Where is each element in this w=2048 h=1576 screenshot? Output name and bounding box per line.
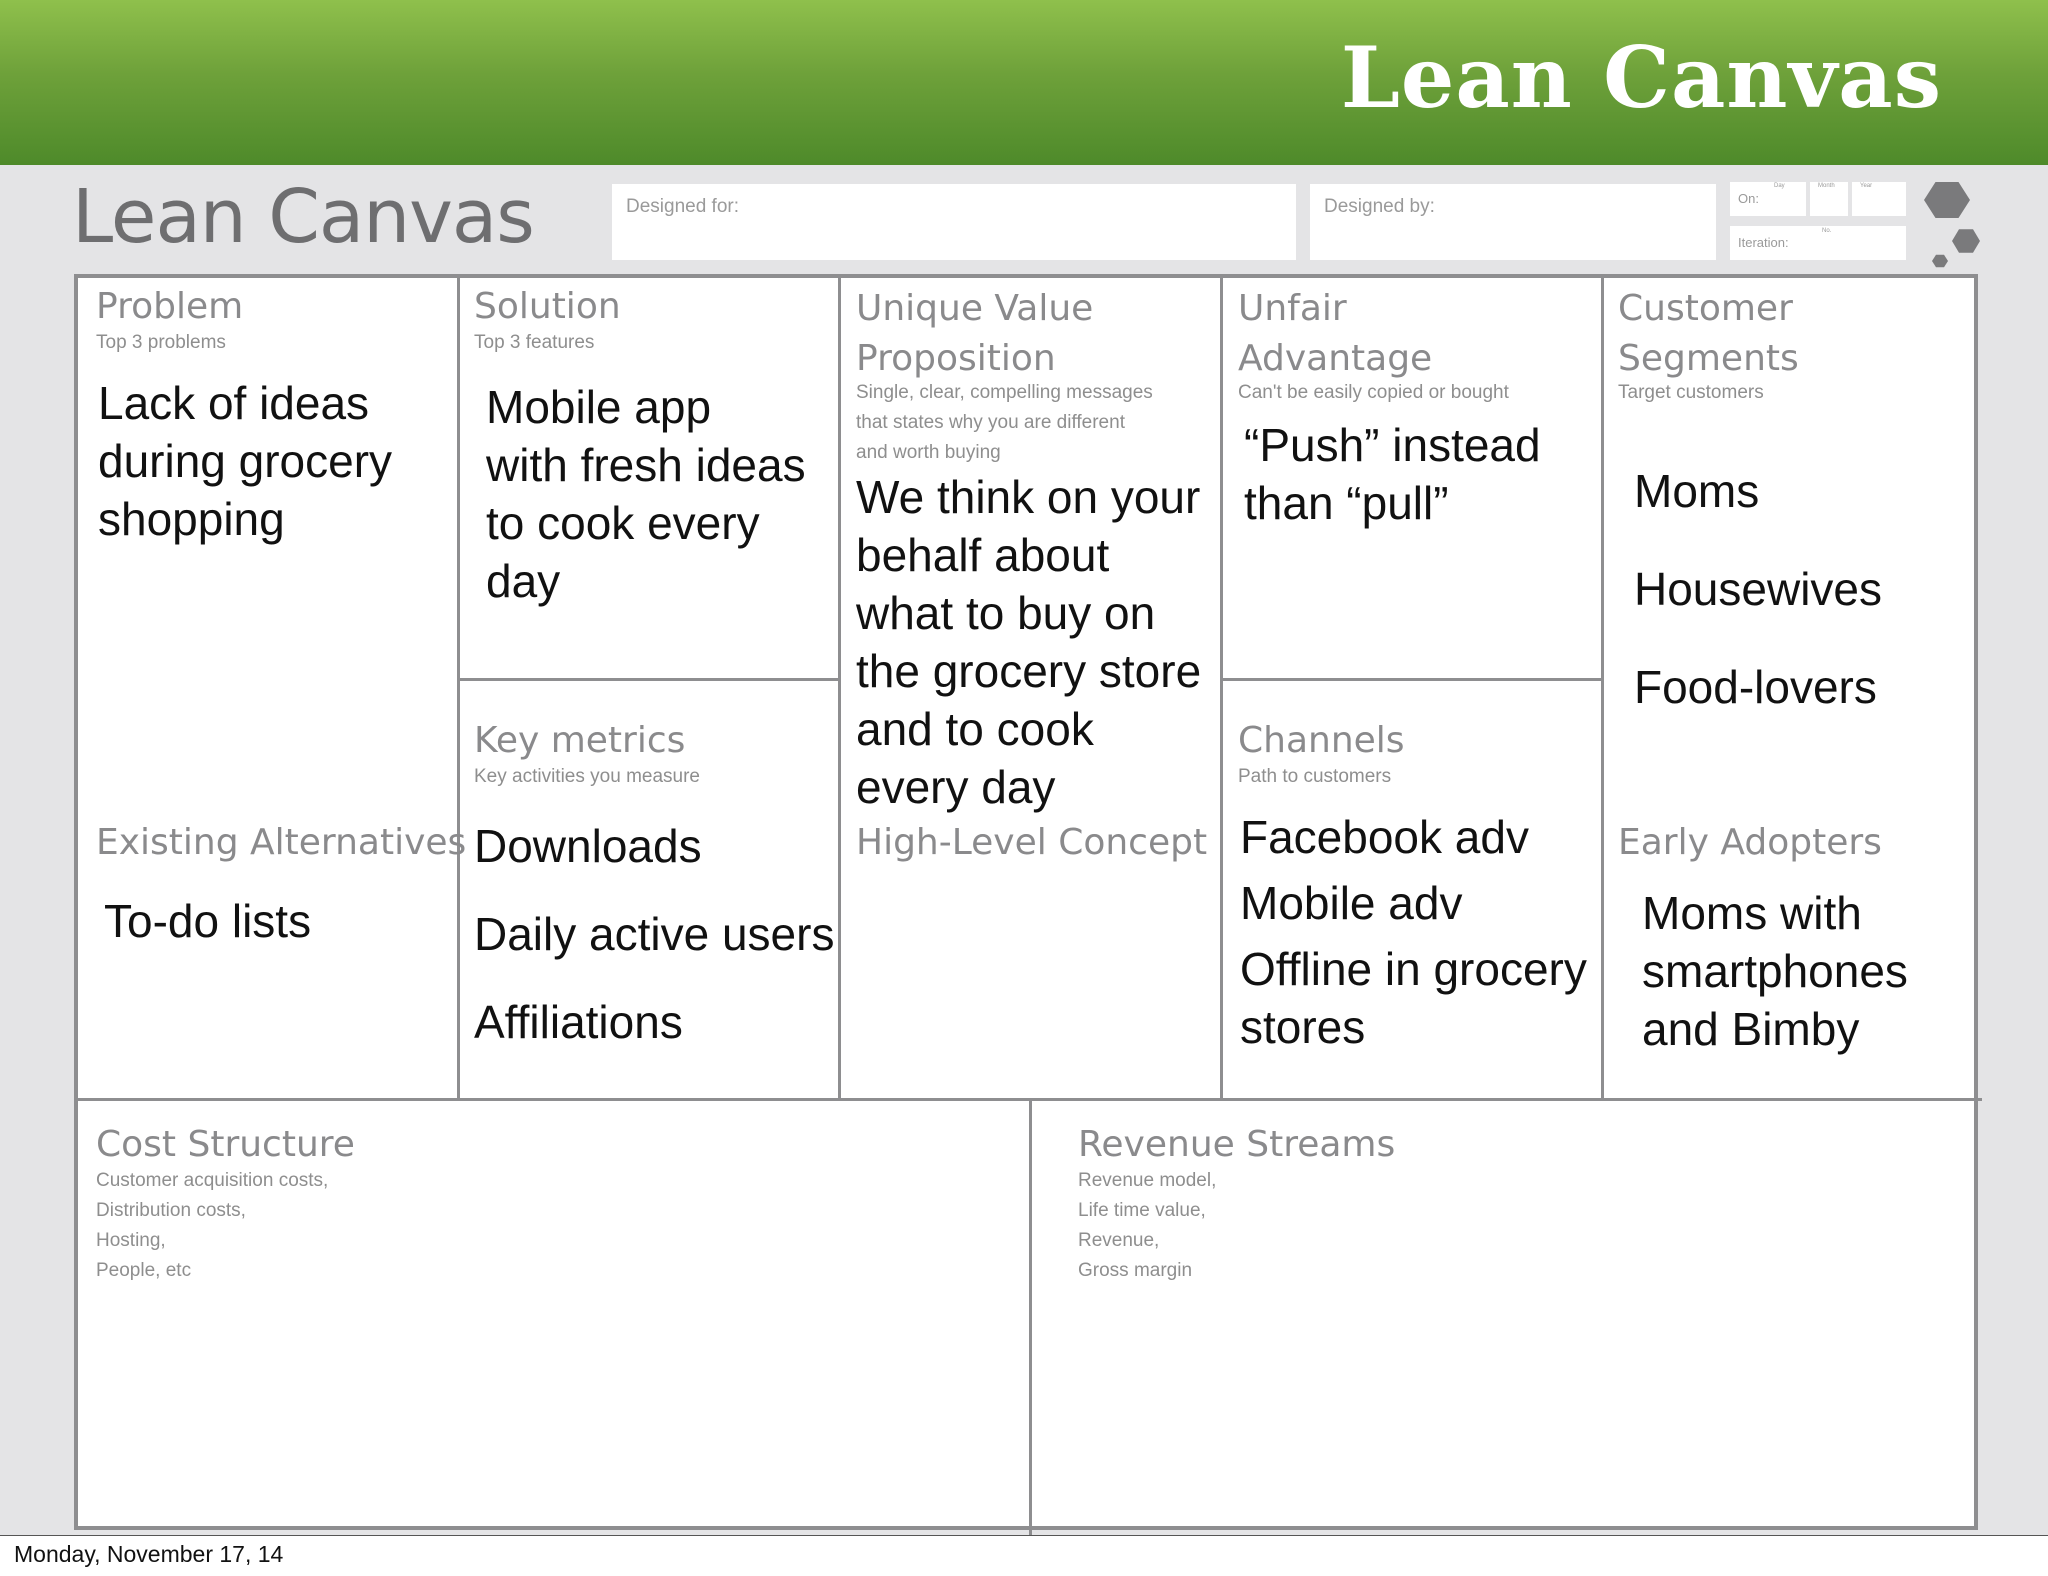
revenue-streams-subtitle [1078,1166,1216,1286]
revenue-streams-subtitle-line: Revenue, [1078,1230,1160,1251]
key-metric-item: Downloads [474,820,702,872]
solution-line: to cook every [486,497,760,549]
early-adopters-title: Early Adopters [1618,822,1882,863]
customer-segments-subtitle: Target customers [1618,382,1764,403]
channels-title: Channels [1238,720,1405,761]
solution-line: day [486,555,561,607]
year-field[interactable] [1852,182,1906,216]
key-metric-item: Daily active users [474,908,835,960]
divider [1029,1098,1032,1536]
on-label: On: [1738,191,1759,206]
key-metrics-title: Key metrics [474,720,686,761]
customer-segments-title-line: Segments [1618,338,1799,379]
existing-alternative-item: To-do lists [104,895,312,947]
uvp-subtitle-line: that states why you are different [856,412,1125,433]
footer-date: Monday, November 17, 14 [14,1541,284,1567]
uvp-subtitle [856,378,1153,468]
month-field[interactable] [1810,182,1848,216]
cost-structure-subtitle-line: People, etc [96,1260,192,1281]
hexagon-logo-icon [1924,180,1970,220]
uvp-line: behalf about [856,529,1110,581]
uvp-title-line: Unique Value [856,288,1094,329]
canvas-logo: Lean Canvas [72,174,534,260]
channels-subtitle: Path to customers [1238,766,1392,787]
day-label: Day [1774,183,1785,189]
cost-structure-subtitle-line: Distribution costs, [96,1200,246,1221]
problem-title: Problem [96,286,244,327]
revenue-streams-subtitle-line: Gross margin [1078,1260,1193,1281]
uvp-line: We think on your [856,471,1201,523]
unfair-advantage-line: “Push” instead [1244,419,1541,471]
uvp-line: the grocery store [856,645,1202,697]
divider [1601,278,1604,1098]
high-level-concept-title: High-Level Concept [856,822,1208,863]
divider [457,278,460,1098]
uvp-subtitle-line: and worth buying [856,442,1001,463]
iteration-label: Iteration: [1738,235,1789,250]
solution-subtitle: Top 3 features [474,332,595,353]
unfair-advantage-title [1238,284,1432,384]
channels-content[interactable] [1240,808,1587,1056]
key-metrics-subtitle: Key activities you measure [474,766,700,787]
cost-structure-subtitle-line: Customer acquisition costs, [96,1170,329,1191]
channel-item: Mobile adv [1240,877,1463,929]
revenue-streams-subtitle-line: Life time value, [1078,1200,1206,1221]
solution-title: Solution [474,286,621,327]
divider [1220,678,1604,681]
customer-segments-title [1618,284,1799,384]
uvp-line: and to cook [856,703,1094,755]
revenue-streams-title: Revenue Streams [1078,1124,1396,1165]
channel-item: Offline in grocery [1240,943,1587,995]
early-adopters-content[interactable] [1642,884,1908,1058]
channel-item: Facebook adv [1240,811,1529,863]
hexagon-small-icon [1952,228,1980,254]
problem-line: during grocery [98,435,393,487]
existing-alternatives-content[interactable] [104,892,311,950]
early-adopters-line: Moms with [1642,887,1862,939]
lean-canvas-grid [74,274,1978,1530]
unfair-advantage-line: than “pull” [1244,477,1449,529]
date-on-field[interactable] [1730,182,1806,216]
divider [838,278,841,1098]
designed-by-field[interactable] [1310,184,1716,260]
designed-for-field[interactable] [612,184,1296,260]
early-adopters-line: and Bimby [1642,1003,1860,1055]
cost-structure-subtitle-line: Hosting, [96,1230,166,1251]
hexagon-tiny-icon [1932,254,1948,268]
problem-content[interactable] [98,374,392,548]
solution-content[interactable] [486,378,806,610]
cost-structure-subtitle [96,1166,328,1286]
cost-structure-title: Cost Structure [96,1124,355,1165]
banner-title: Lean Canvas [1340,28,1942,127]
unfair-advantage-subtitle: Can't be easily copied or bought [1238,382,1509,403]
early-adopters-line: smartphones [1642,945,1908,997]
designed-by-label: Designed by: [1324,196,1435,217]
uvp-title-line: Proposition [856,338,1056,379]
customer-segment-item: Housewives [1634,563,1882,615]
customer-segment-item: Food-lovers [1634,661,1877,713]
year-label: Year [1860,183,1873,189]
revenue-streams-subtitle-line: Revenue model, [1078,1170,1217,1191]
uvp-line: every day [856,761,1056,813]
customer-segments-content[interactable] [1634,442,1882,736]
uvp-title [856,284,1093,384]
uvp-line: what to buy on [856,587,1156,639]
customer-segment-item: Moms [1634,465,1760,517]
unfair-advantage-content[interactable] [1244,416,1541,532]
channel-item: stores [1240,1001,1366,1053]
title-banner [0,0,2048,165]
problem-line: shopping [98,493,285,545]
uvp-content[interactable] [856,468,1201,816]
existing-alternatives-title: Existing Alternatives [96,822,467,863]
problem-subtitle: Top 3 problems [96,332,226,353]
solution-line: with fresh ideas [486,439,806,491]
customer-segments-title-line: Customer [1618,288,1793,329]
designed-for-label: Designed for: [626,196,740,217]
solution-line: Mobile app [486,381,712,433]
key-metric-item: Affiliations [474,996,683,1048]
divider [1220,278,1223,1098]
iteration-no-label: No. [1822,228,1832,234]
uvp-subtitle-line: Single, clear, compelling messages [856,382,1153,403]
problem-line: Lack of ideas [98,377,370,429]
unfair-advantage-title-line: Unfair [1238,288,1347,329]
key-metrics-content[interactable] [474,802,834,1066]
month-label: Month [1818,183,1835,189]
divider [457,678,841,681]
iteration-field[interactable] [1730,226,1906,260]
unfair-advantage-title-line: Advantage [1238,338,1433,379]
